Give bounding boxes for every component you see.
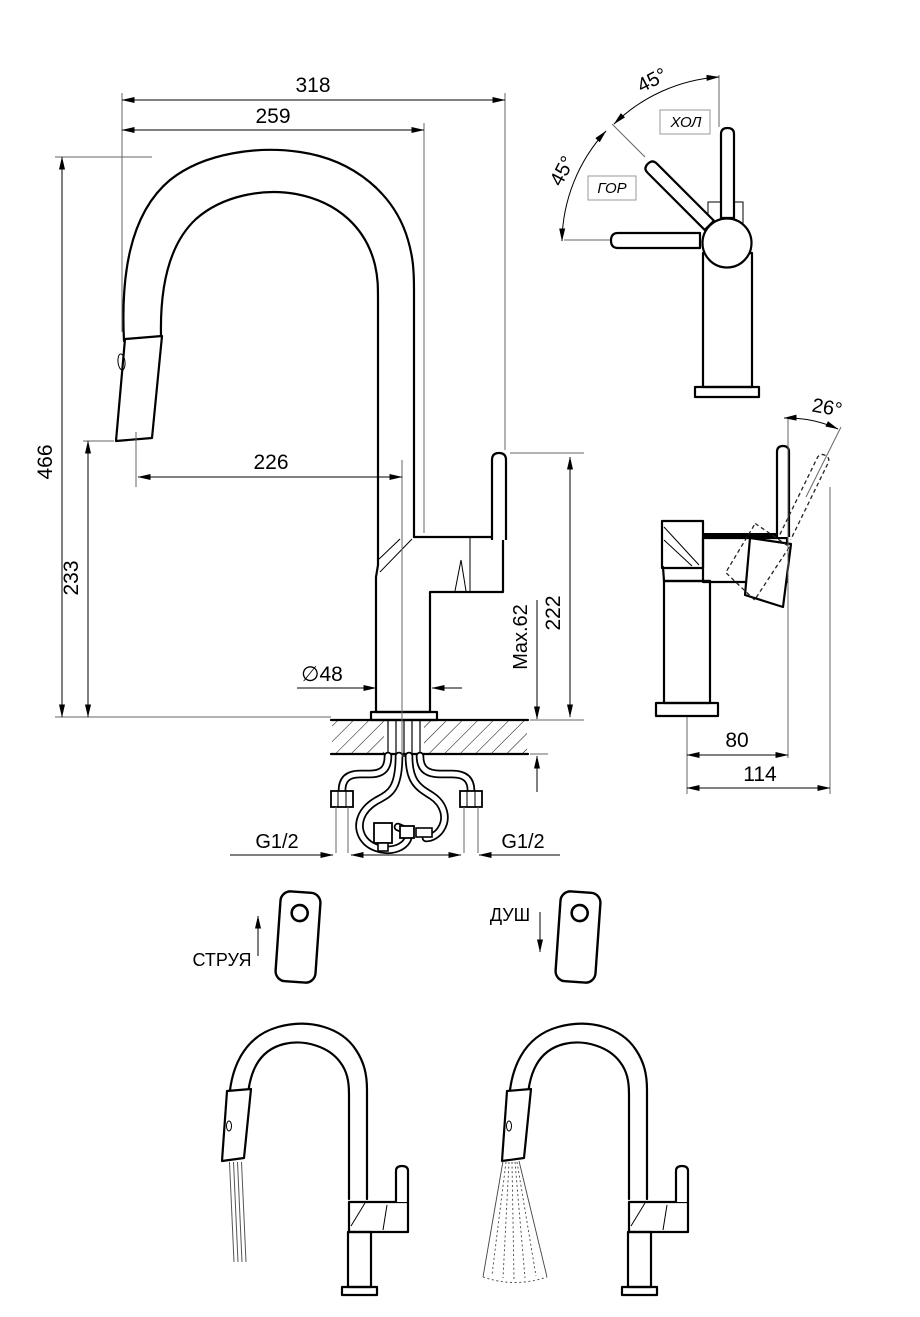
spray-mode-legend — [192, 891, 601, 984]
dim-spout-to-handle-tip-label: 114 — [743, 763, 777, 786]
hose-end-fitting — [416, 828, 432, 837]
dim-total-width-label: 318 — [295, 74, 331, 97]
dim-spout-width-label: 259 — [255, 105, 291, 128]
front-view — [116, 150, 528, 853]
dim-spout-to-handle-label: 80 — [725, 729, 749, 752]
stream-mode-head-icon — [275, 891, 321, 984]
dim-deck-thickness-label: Max.62 — [510, 604, 532, 670]
dim-body-diameter-label: ∅48 — [301, 663, 343, 686]
shower-mode-view — [483, 1024, 688, 1295]
faucet-body — [376, 537, 503, 712]
cold-label: ХОЛ — [670, 114, 702, 131]
quick-connector-nub — [378, 843, 388, 851]
shower-mode-label: ДУШ — [489, 905, 531, 925]
spout-tube-outer — [123, 150, 414, 537]
thread-size-left-label: G1/2 — [255, 831, 299, 853]
countertop — [331, 720, 528, 754]
body-column — [664, 581, 710, 703]
quick-connector — [374, 823, 392, 843]
hose-end-fitting — [400, 826, 414, 838]
lever-handle — [492, 453, 506, 540]
body-taper-line — [380, 539, 412, 572]
body-seam-line — [461, 560, 466, 591]
hose-fitting-right — [460, 791, 482, 807]
base-flange — [656, 703, 718, 716]
dim-spout-reach-label: 226 — [253, 451, 289, 474]
water-stream-lines — [230, 1162, 247, 1262]
lever-handle-side — [777, 446, 789, 537]
side-view — [656, 395, 844, 794]
handle-grip — [745, 538, 791, 607]
base-flange — [695, 387, 759, 397]
body-taper-line — [378, 539, 400, 560]
body-seam-line — [455, 560, 461, 591]
body-column — [703, 253, 752, 387]
shower-mode-head-icon — [555, 891, 601, 984]
base-flange — [371, 712, 437, 720]
handle-cold-position — [721, 128, 734, 218]
hose-fitting-left — [331, 791, 353, 807]
thread-size-right-label: G1/2 — [501, 831, 545, 853]
water-spray-cone — [483, 1161, 547, 1283]
top-view-handle-rotation — [546, 64, 759, 397]
mounting-shank — [388, 720, 420, 757]
angle-upper-label: 45° — [633, 63, 671, 98]
spout-tube-inner — [161, 192, 378, 565]
spray-head — [116, 336, 162, 441]
stream-mode-view — [222, 1024, 408, 1295]
dim-height-above-deck-label: 222 — [542, 595, 565, 631]
supply-hoses — [331, 756, 482, 853]
dim-outlet-height-label: 233 — [60, 560, 83, 596]
angle-lower-label: 45° — [545, 152, 580, 190]
hot-label: ГОР — [597, 180, 627, 197]
stream-mode-label: СТРУЯ — [192, 950, 252, 970]
dim-total-height-label: 466 — [34, 444, 57, 480]
handle-diagonal-position — [643, 159, 714, 230]
handle-hot-position — [611, 233, 700, 248]
handle-tilt-angle-label: 26° — [810, 394, 844, 422]
handle-joint — [703, 219, 752, 268]
